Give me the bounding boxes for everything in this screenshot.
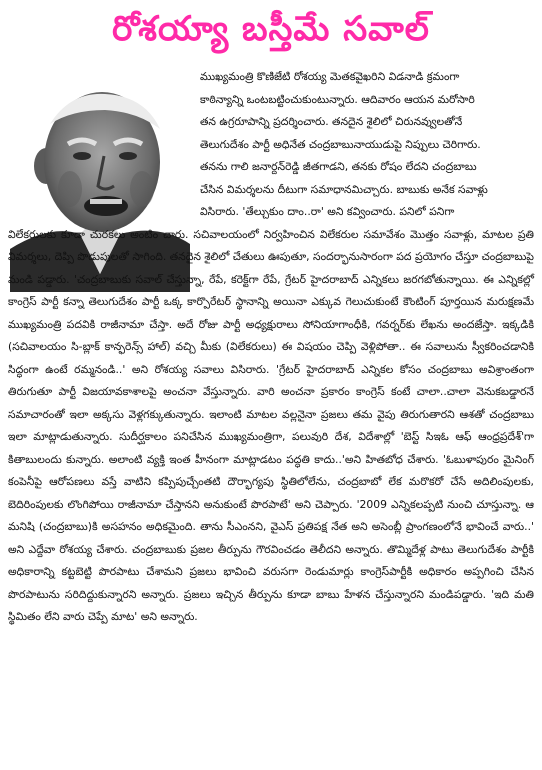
article-line: తనను గాలి జనార్దన్‌రెడ్డి జీతగాడని, తనకు రోషం లేదని చంద్రబాబు: [200, 160, 477, 173]
article-body: విలేకరులకు కూడా చురకలు అంటిం చారు. సచివాలయంలో నిర్వహించిన విలేకరుల సమావేశం మొత్తం సవాళ్లు, మాటల ప్రతి విమర్శలు, దెప్పి పొడుపులతో సాగింది. తనదైన శైలిలో చేతులు ఊపుతూ, సందర్భానుసారంగా పద ప్రయోగం చేస్తూ చంద్రబాబుపై మండి పడ్డారు. 'చంద్రబాబుకు సవాల్ చేస్తున్నా, రేపే, కరెక్ట్‌గా రేపే, గ్రేటర్ హైదరాబాద్ ఎన్నికలు జరగబోతున్నాయి. ఈ ఎన్నికల్లో కాంగ్రెస్ పార్టీ కన్నా తెలుగుదేశం పార్టీ ఒక్క కార్పొరేటర్ స్థానాన్ని అయినా ఎక్కువ గెలుచుకుంటే కౌంటింగ్ పూర్తయిన మరుక్షణమే ముఖ్యమంత్రి పదవికి రాజీనామా చేస్తా. అదే రోజు పార్టీ అధ్యక్షురాలు సోనియాగాంధీకి, గవర్నర్‌కు లేఖను అందజేస్తా. ఇక్కడికి (సచివాలయం సి-బ్లాక్ కాన్ఫరెన్స్ హాల్) వచ్చి మీకు (విలేకరులు) ఈ విషయం చెప్పి వెళ్లిపోతా.. ఈ సవాలును స్వీకరించడానికి సిద్ధంగా ఉంటే రమ్మనండి..' అని రోశయ్య సవాలు విసిరారు. 'గ్రేటర్ హైదరాబాద్ ఎన్నికల కోసం చంద్రబాబు అవిశ్రాంతంగా తిరుగుతూ పార్టీ విజయావకాశాలపై అంచనా వేస్తున్నారు. వారి అంచనా ప్రకారం కాంగ్రెస్ కంటే చాలా..చాలా వెనుకబడ్డారనే సమాచారంతో ఇలా అక్కసు వెళ్లగక్కుతున్నారు. ఇలాంటి మాటల వల్లనైనా ప్రజలు తమ వైపు తిరుగుతారని ఆశతో చంద్రబాబు ఇలా మాట్లాడుతున్నారు. సుదీర్ఘకాలం పనిచేసిన ముఖ్యమంత్రిగా, పలువురి దేశ, విదేశాల్లో 'బెస్ట్ సిఇఓ ఆఫ్ ఆంధ్రప్రదేశ్'గా కితాబులందు కున్నారు. అలాంటి వ్యక్తి ఇంత హీనంగా మాట్లాడటం పద్ధతి కాదు..'అని హితబోధ చేశారు. 'ఓబుళాపురం మైనింగ్ కంపెనీపై ఆరోపణలు వస్తే వాటిని కప్పిపుచ్చేంతటి దౌర్భాగ్యపు స్థితిలోలేను, చంద్రబాబో లేక మరొకరో చేసే అదిలింపులకు, బెదిరింపులకు లొంగిపోయి రాజీనామా చేస్తానని అనుకుంటే పొరపాటే' అని చెప్పారు. '2009 ఎన్నికలప్పటి నుంచి చూస్తున్నా. ఆ మనిషి (చంద్రబాబు)కి అసహనం అధికమైంది. తాను సీఎంనని, వైఎస్ ప్రతిపక్ష నేత అని అసెంబ్లీ ప్రాంగణంలోనే భావించే వారు..' అని ఎద్దేవా రోశయ్య చేశారు. చంద్రబాబుకు ప్రజల తీర్పును గౌరవించడం తెలీదని అన్నారు. తొమ్మిదేళ్ల పాటు తెలుగుదేశం పార్టీకి అధికారాన్ని కట్టబెట్టి పొరపాటు చేశామని ప్రజలు భావించి వరుసగా రెండుమార్లు కాంగ్రెస్‌పార్టీకి అధికారం అప్పగించి చేసిన పొరపాటును సరిదిద్దుకున్నారని అన్నారు. ప్రజలు ఇచ్చిన తీర్పును కూడా బాబు హేళన చేస్తున్నారని మండిపడ్డారు. 'ఇది మతి స్థిమితం లేని వారు చెప్పే మాట' అని అన్నారు.: [8, 227, 534, 623]
article-line: కాఠిన్యాన్ని ఒంటబట్టించుకుంటున్నారు. ఆదివారం ఆయన మరోసారి: [200, 92, 475, 106]
article-line: విసిరారు. 'తేల్చుకుం దాం..రా' అని కవ్వించారు. పనిలో పనిగా: [200, 205, 455, 218]
article-line: చేసిన విమర్శలను దీటుగా సమాధానమిచ్చారు. బాబుకు అనేక సవాళ్లు: [200, 182, 488, 196]
article-line: ముఖ్యమంత్రి కొణిజేటి రోశయ్య మెతకవైఖరిని విడనాడి క్రమంగా: [200, 70, 460, 83]
article-line: తన ఉగ్రరూపాన్ని ప్రదర్శించారు. తనదైన శైలిలో చిరునవ్వులతోనే: [200, 115, 463, 128]
article-line: తెలుగుదేశం పార్టీ అధినేత చంద్రబాబునాయుడుపై నిప్పులు చెరిగారు.: [200, 137, 481, 151]
headline: రోశయ్యా బస్తీమే సవాల్: [112, 9, 430, 49]
